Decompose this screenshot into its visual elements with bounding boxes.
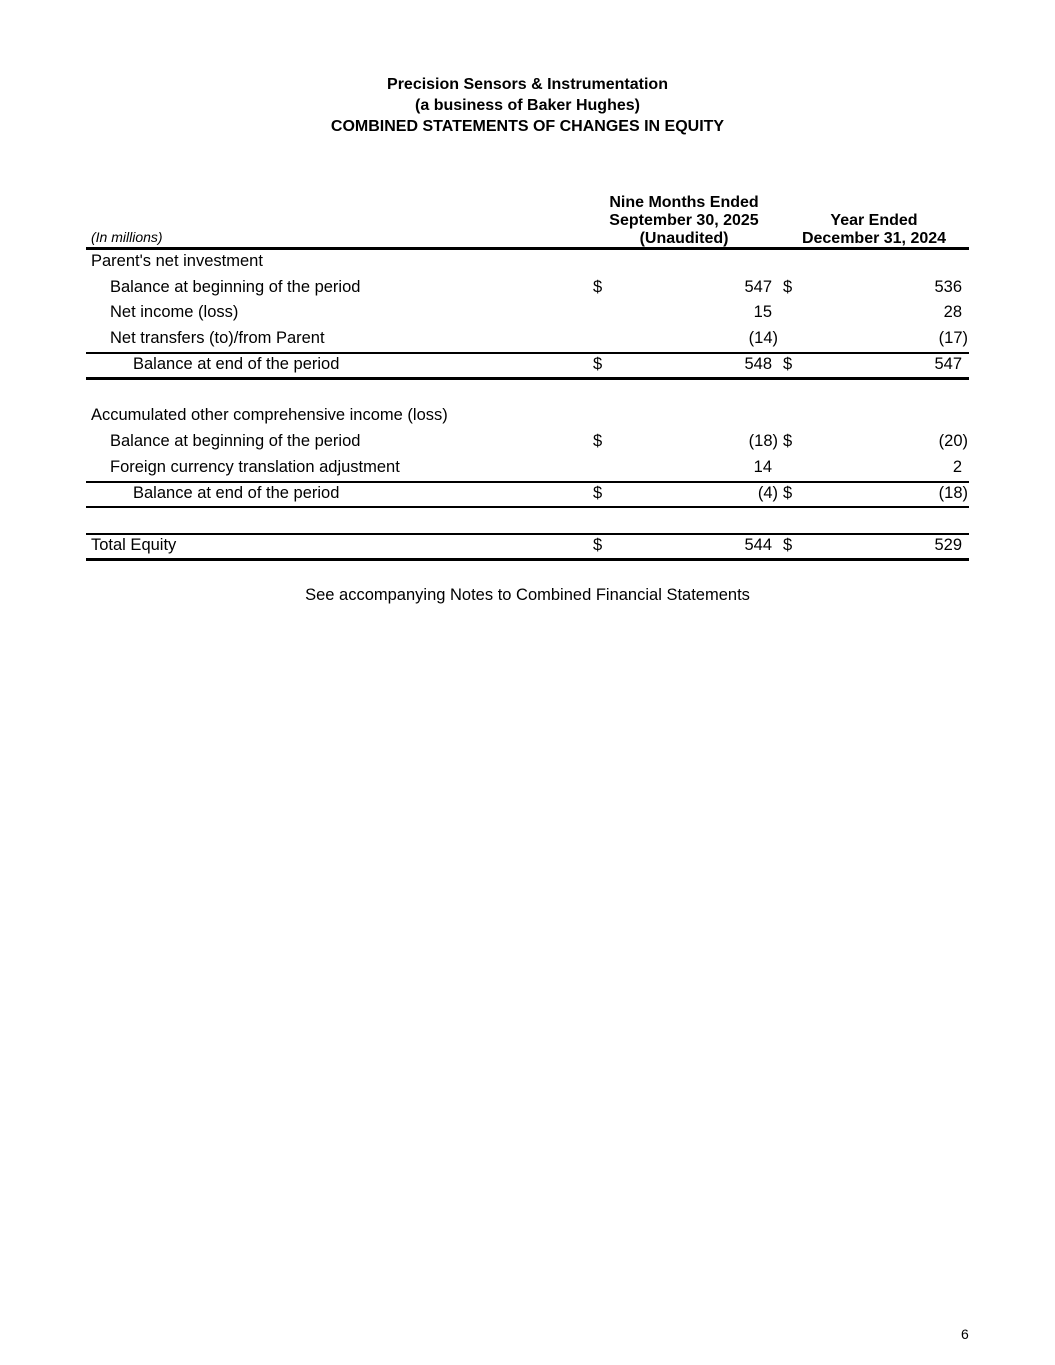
table-row xyxy=(86,454,969,480)
currency-symbol: $ xyxy=(593,536,603,554)
section-heading: Parent's net investment xyxy=(91,252,263,270)
table-row xyxy=(86,325,969,351)
value-year-ended: 2 xyxy=(952,458,962,476)
section-heading-row xyxy=(86,248,969,274)
value-nine-months: (18) xyxy=(748,432,778,450)
table-row xyxy=(86,532,969,558)
footer-note: See accompanying Notes to Combined Financial Statements xyxy=(305,586,750,604)
statement-title: COMBINED STATEMENTS OF CHANGES IN EQUITY xyxy=(330,118,725,135)
rule xyxy=(86,533,969,535)
company-name: Precision Sensors & Instrumentation xyxy=(387,76,668,93)
currency-symbol: $ xyxy=(783,278,793,296)
row-label: Balance at beginning of the period xyxy=(110,432,361,450)
currency-symbol: $ xyxy=(783,432,793,450)
value-year-ended: (17) xyxy=(938,329,968,347)
table-row xyxy=(86,428,969,454)
row-label: Net income (loss) xyxy=(110,303,239,321)
rule xyxy=(86,377,969,380)
value-year-ended: 547 xyxy=(934,355,962,373)
value-year-ended: 529 xyxy=(934,536,962,554)
value-year-ended: (20) xyxy=(938,432,968,450)
rule xyxy=(86,558,969,561)
value-nine-months: (14) xyxy=(748,329,778,347)
value-year-ended: (18) xyxy=(938,484,968,502)
value-nine-months: (4) xyxy=(757,484,778,502)
currency-symbol: $ xyxy=(593,278,603,296)
units-label: (In millions) xyxy=(91,229,163,245)
column-header-nine-months xyxy=(584,194,784,248)
currency-symbol: $ xyxy=(783,355,793,373)
col1-line2: September 30, 2025 xyxy=(609,212,759,229)
row-label: Balance at beginning of the period xyxy=(110,278,361,296)
table-row xyxy=(86,274,969,300)
currency-symbol: $ xyxy=(593,484,603,502)
section-heading-row xyxy=(86,402,969,428)
page-number: 6 xyxy=(961,1326,969,1342)
rule xyxy=(86,506,969,508)
row-label: Balance at end of the period xyxy=(133,355,340,373)
value-nine-months: 548 xyxy=(744,355,772,373)
column-header-year-ended xyxy=(774,212,974,248)
currency-symbol: $ xyxy=(593,432,603,450)
col1-line1: Nine Months Ended xyxy=(609,194,759,211)
col2-line2: December 31, 2024 xyxy=(801,230,947,247)
row-label: Balance at end of the period xyxy=(133,484,340,502)
parent-company: (a business of Baker Hughes) xyxy=(415,97,640,114)
row-label: Foreign currency translation adjustment xyxy=(110,458,400,476)
rule xyxy=(86,481,969,483)
section-heading: Accumulated other comprehensive income (loss) xyxy=(91,406,448,424)
col2-line1: Year Ended xyxy=(830,212,918,229)
value-nine-months: 15 xyxy=(753,303,772,321)
value-year-ended: 28 xyxy=(943,303,962,321)
value-nine-months: 544 xyxy=(744,536,772,554)
row-label: Total Equity xyxy=(91,536,177,554)
currency-symbol: $ xyxy=(783,484,793,502)
table-row xyxy=(86,299,969,325)
table-row xyxy=(86,351,969,377)
col1-line3: (Unaudited) xyxy=(639,230,729,247)
currency-symbol: $ xyxy=(783,536,793,554)
value-year-ended: 536 xyxy=(934,278,962,296)
table-row xyxy=(86,480,969,506)
rule xyxy=(86,352,969,354)
currency-symbol: $ xyxy=(593,355,603,373)
value-nine-months: 14 xyxy=(753,458,772,476)
value-nine-months: 547 xyxy=(744,278,772,296)
row-label: Net transfers (to)/from Parent xyxy=(110,329,325,347)
